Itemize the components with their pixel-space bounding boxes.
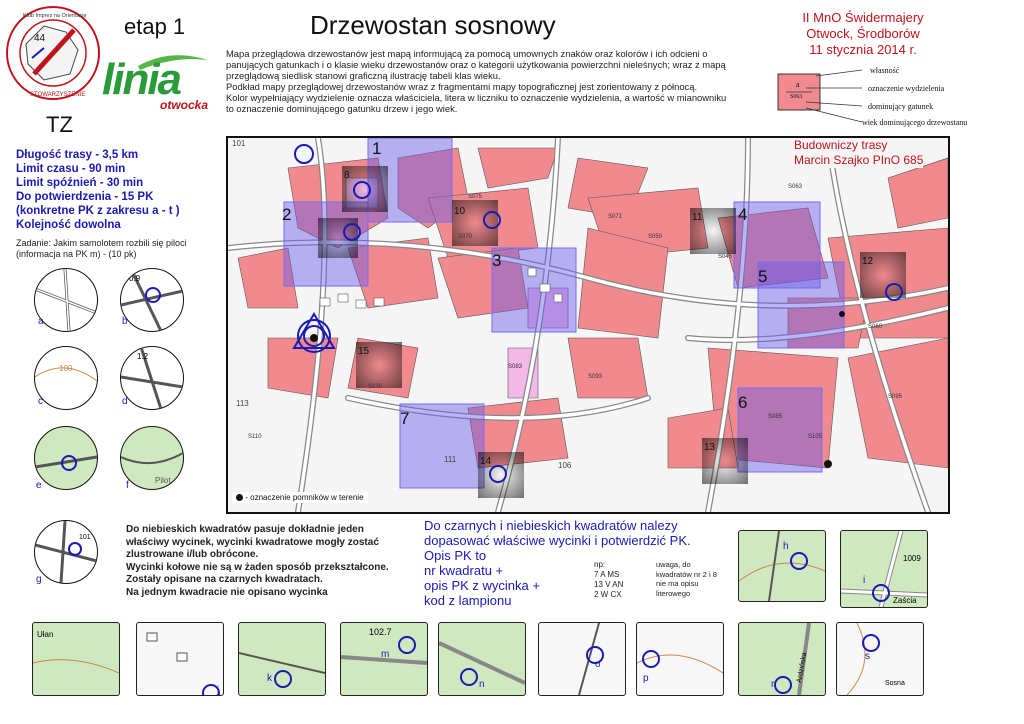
snippet-g-drawing [35,521,97,583]
example-note-line: uwaga, do [656,560,691,569]
builder-name: Marcin Szajko PInO 685 [794,153,924,167]
instruction-line: nr kwadratu + [424,563,504,578]
square-number-11: 11 [692,212,703,223]
example-note [656,560,717,598]
description-line: przeglądową siedlisk stanowi graficzną ilustrację tabeli klas wieku. [226,70,501,81]
snippet-f-drawing [121,427,183,489]
square-number-12: 12 [862,256,874,267]
blue-square-5 [758,262,844,348]
tile-m-drawing [341,623,427,695]
parcel-code: S070 [458,234,473,240]
parcel-code: S050 [648,234,663,240]
circle-snippet-f [120,426,184,490]
parcel-code: S060 [868,324,883,330]
square-number-4: 4 [738,205,748,224]
logo-brand-text: linia [102,55,181,104]
tile-i-street: Zaścia [893,596,917,605]
forest-stand-map [226,136,950,514]
tile-j-text: Ułan [37,630,54,639]
route-length: Długość trasy - 3,5 km [16,149,139,161]
snippet-d-drawing [121,347,183,409]
logo-brand-subtext: otwocka [160,98,209,112]
example-row: 2 W CX [594,590,622,599]
example-code [594,560,623,600]
example-note-line: nie ma opisu [656,579,699,588]
legend-item-age: wiek dominującego drzewostanu [862,118,968,127]
monument-icon [310,334,318,342]
tile-unlabeled-drawing [33,623,119,695]
tile-snippet-i [840,530,928,608]
parcel-code: S093 [588,374,603,380]
description-line: Mapa przeglądowa drzewostanów jest mapą informującą za pomocą umownych znaków oraz kolorów i ich odcieni o [226,48,708,59]
badge-number: 44 [34,33,46,44]
tile-p-label: p [643,673,649,684]
square-number-8: 8 [344,170,350,181]
circle-f-text: Pilot [155,476,171,485]
circle-snippet-c [34,346,98,410]
example-row: 7 A MS [594,570,620,579]
route-task-line: (informacja na PK m) - (10 pk) [16,249,137,259]
monument-legend-text: - oznaczenie pomników w terenie [245,493,364,502]
circle-label-c: c [38,396,43,407]
tile-s-text: Sosna [885,680,905,687]
club-badge-logo [4,4,102,102]
instruction-line: Do niebieskich kwadratów pasuje dokładnie jeden [126,524,364,535]
tile-o-label: o [595,659,601,670]
event-place: Otwock, Środborów [806,26,920,41]
event-name: II MnO Świdermajery [802,10,924,25]
instructions-left [126,524,426,599]
tile-j-label: j [217,685,220,695]
badge-ring-bottom: STOWARZYSZENIE [30,92,86,98]
square-number-1: 1 [372,139,382,158]
instruction-line: Zostały opisane na czarnych kwadratach. [126,574,323,585]
parcel-code: S130 [368,384,383,390]
tile-n-label: n [479,679,485,690]
parcel-code: S045 [718,254,733,260]
description-line: panujących gatunkach i o klasie wieku drzewostanów oraz o kategorii użytkowania powierzchni nieleśnych; wraz z mapą [226,59,726,70]
example-note-line: kwadratów nr 2 i 8 [656,569,717,579]
tile-r-text: Ardzińska [796,651,809,684]
example-row: 13 V AN [594,580,624,589]
instruction-line: dopasować właściwe wycinki i potwierdzić PK. [424,533,691,548]
tile-snippet-p [636,622,724,696]
description-line: Kolor wypełniający wydzielenie oznacza właściciela, litera w liczniku to oznaczenie wydzielenia, a wartość w mianowniku [226,92,727,103]
circle-label-g: g [36,574,42,585]
legend-item-species: dominujący gatunek [868,102,934,111]
legend-item-subdivision: oznaczenie wydzielenia [868,84,945,93]
instruction-line: Wycinki kołowe nie są w żaden sposób przekształcone. [126,561,389,573]
parcel-code: S095 [888,394,903,400]
circle-label-d: d [122,396,128,407]
snippet-c-drawing [35,347,97,409]
blue-square-6 [738,388,822,472]
tile-k-drawing [239,623,325,695]
monument-legend-icon [236,494,243,501]
tile-i-road: 1009 [903,554,921,563]
description-line: to oznaczenie dominującego gatunku drzew i jego wiek. [226,103,458,114]
instruction-line: Opis PK to [424,548,487,563]
tile-snippet-o [538,622,626,696]
circle-label-b: b [122,316,128,327]
circle-label-f: f [126,480,129,491]
square-number-6: 6 [738,393,748,412]
instruction-line: właściwy wycinek, wycinki kwadratowe mogły zostać [126,536,379,548]
tile-r-label: r [771,679,775,690]
blue-square-3 [492,248,576,332]
parcel-code: S075 [468,194,483,200]
tile-n-drawing [439,623,525,695]
tile-snippet-j [136,622,224,696]
parcel-code: S110 [248,434,262,440]
instruction-line: kod z lampionu [424,593,512,608]
circle-c-number: 100 [59,364,73,373]
legend-item-property: własność [870,66,900,75]
route-builder [794,138,923,168]
example-note-line: literowego [656,588,691,598]
category-label: TZ [46,112,73,137]
snippet-a-drawing [35,269,97,331]
map-number-111: 111 [444,455,457,464]
tile-snippet-m [340,622,428,696]
page-title: Drzewostan sosnowy [310,10,556,40]
map-contour-number: 113 [236,399,249,408]
monument-icon [824,460,832,468]
square-number-2: 2 [282,205,292,224]
route-task-line: Zadanie: Jakim samolotem rozbili się piloci [16,238,187,248]
parcel-code: S085 [768,414,783,420]
circle-snippet-g [34,520,98,584]
square-number-5: 5 [758,267,768,286]
snippet-b-drawing [121,269,183,331]
instruction-line: Na jednym kwadracie nie opisano wycinka [126,586,328,598]
circle-snippet-d [120,346,184,410]
circle-d-number: 1.2 [137,352,149,361]
legend-sample-top: a [796,80,800,89]
instruction-line: opis PK z wycinka + [424,578,540,593]
square-number-10: 10 [454,206,466,217]
tile-snippet-r [738,622,826,696]
tile-m-number: 102.7 [369,627,392,637]
snippet-e-drawing [35,427,97,489]
tile-snippet-s [836,622,924,696]
parcel-code: S063 [788,184,803,190]
circle-snippet-e [34,426,98,490]
tile-snippet-h [738,530,826,602]
tile-s-drawing [837,623,923,695]
builder-title: Budowniczy trasy [794,138,888,152]
monument-legend [232,492,368,503]
tile-j-drawing [137,623,223,695]
tile-p-drawing [637,623,723,695]
linia-otwocka-logo [100,52,212,112]
tile-r-drawing [739,623,825,695]
instruction-line: Do czarnych i niebieskich kwadratów nalezy [424,518,678,533]
tile-h-drawing [739,531,825,601]
map-legend [776,62,976,132]
map-road-number: 106 [558,461,572,470]
legend-sample-bottom: S063 [790,94,803,100]
tile-snippet-n [438,622,526,696]
square-number-3: 3 [492,251,502,270]
route-checkpoints: Do potwierdzenia - 15 PK [16,191,154,203]
tile-i-drawing [841,531,927,607]
parcel-code: S071 [608,214,623,220]
description-line: Podkład mapy przeglądowej drzewostanów wraz z fragmentami mapy topograficznej jest zorientowany z północą. [226,81,698,92]
stage-label: etap 1 [124,14,186,39]
square-number-13: 13 [704,442,716,453]
tile-s-label: s [865,651,870,662]
tile-snippet-unlabeled [32,622,120,696]
circle-snippet-b [120,268,184,332]
instruction-line: zlustrowane i/lub obrócone. [126,549,259,560]
route-task [16,238,226,260]
map-number-101: 101 [232,139,246,148]
square-number-14: 14 [480,456,492,467]
route-info [16,148,226,232]
route-range: (konkretne PK z zakresu a - t ) [16,205,180,217]
tile-m-label: m [381,649,390,660]
parcel-code: S105 [808,434,823,440]
map-description [226,48,786,114]
circle-b-number: 0.9 [129,274,141,283]
tile-snippet-k [238,622,326,696]
event-info [778,10,948,58]
monument-icon [839,311,845,317]
route-late-limit: Limit spóźnień - 30 min [16,177,144,189]
circle-label-e: e [36,480,42,491]
square-number-7: 7 [400,409,410,428]
circle-g-number: 101 [79,534,91,541]
square-number-15: 15 [358,346,370,357]
tile-h-label: h [783,541,789,552]
circle-label-a: a [38,316,44,327]
tile-o-drawing [539,623,625,695]
tile-k-label: k [267,673,272,684]
example-head: np: [594,560,606,569]
blue-square-7 [400,404,484,488]
route-time-limit: Limit czasu - 90 min [16,163,126,175]
event-date: 11 stycznia 2014 r. [809,42,917,57]
parcel-code: S083 [508,364,523,370]
badge-ring-top: Klub Imprez na Orientację [23,13,87,19]
map-canvas [228,138,948,512]
route-order: Kolejność dowolna [16,219,121,231]
tile-i-label: i [863,575,866,586]
